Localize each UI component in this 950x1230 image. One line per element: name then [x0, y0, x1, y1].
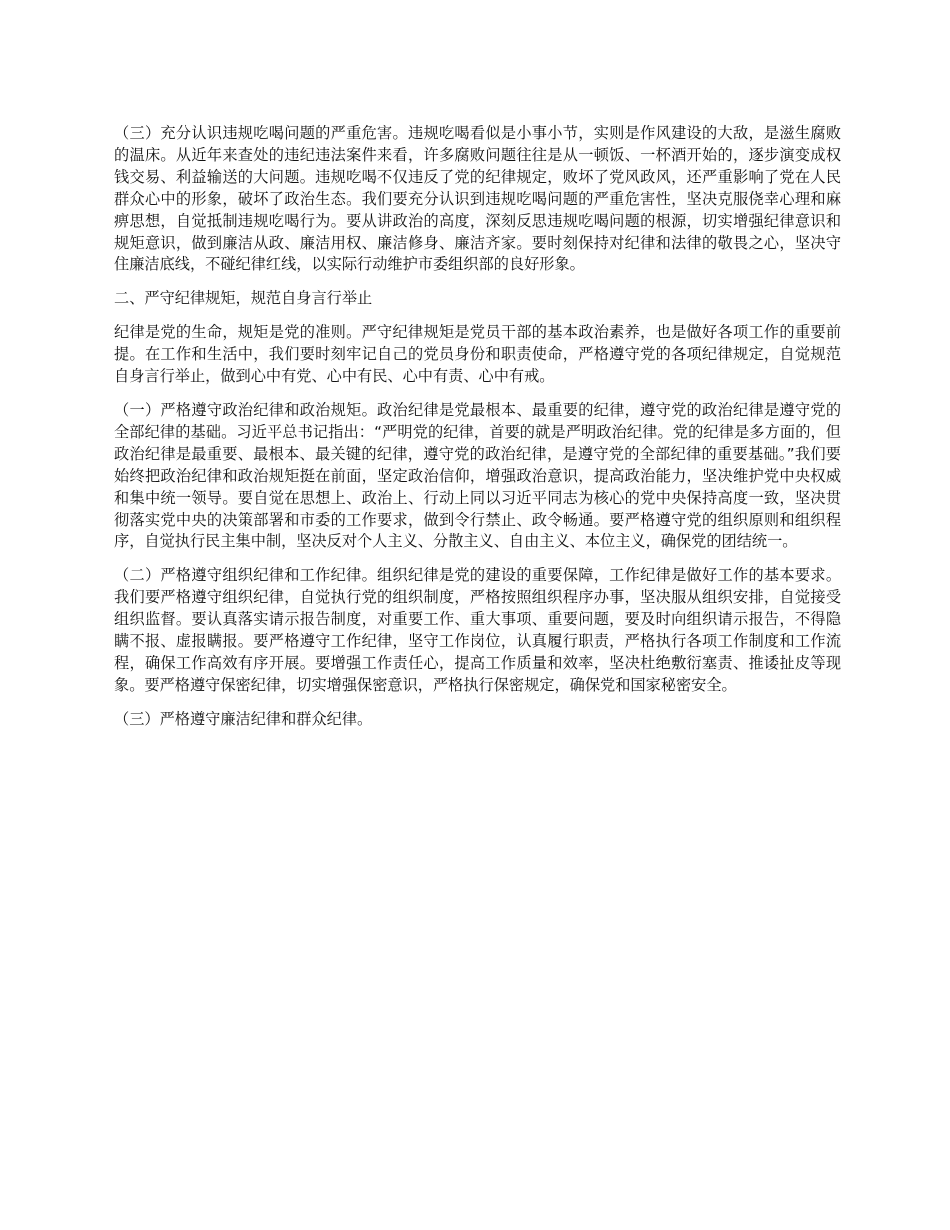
- document-page: [114, 123, 841, 743]
- paragraph-integrity-discipline-heading: （三）严格遵守廉洁纪律和群众纪律。: [114, 709, 373, 728]
- paragraph-organizational-discipline: （二）严格遵守组织纪律和工作纪律。组织纪律是党的建设的重要保障，工作纪律是做好工作的基本要求。我们要严格遵守组织纪律，自觉执行党的组织制度，严格按照组织程序办事，坚决服从组织安排，自觉接受组织监督。要认真落实请示报告制度，对重要工作、重大事项、重要问题，要及时向组织请示报告，不得隐瞒不报、虚报瞒报。要严格遵守工作纪律，坚守工作岗位，认真履行职责，严格执行各项工作制度和工作流程，确保工作高效有序开展。要增强工作责任心，提高工作质量和效率，坚决杜绝敷衍塞责、推诿扯皮等现象。要严格遵守保密纪律，切实增强保密意识，严格执行保密规定，确保党和国家秘密安全。: [114, 566, 841, 694]
- section-heading-discipline: 二、严守纪律规矩，规范自身言行举止: [114, 289, 373, 308]
- paragraph-political-discipline: （一）严格遵守政治纪律和政治规矩。政治纪律是党最根本、最重要的纪律，遵守党的政治纪律是遵守党的全部纪律的基础。习近平总书记指出：“严明党的纪律，首要的就是严明政治纪律。党的纪律是多方面的，但政治纪律是最重要、最根本、最关键的纪律，遵守党的政治纪律，是遵守党的全部纪律的重要基础。”我们要始终把政治纪律和政治规矩挺在前面，坚定政治信仰，增强政治意识，提高政治能力，坚决维护党中央权威和集中统一领导。要自觉在思想上、政治上、行动上同以习近平同志为核心的党中央保持高度一致，坚决贯彻落实党中央的决策部署和市委的工作要求，做到令行禁止、政令畅通。要严格遵守党的组织原则和组织程序，自觉执行民主集中制，坚决反对个人主义、分散主义、自由主义、本位主义，确保党的团结统一。: [114, 400, 841, 551]
- paragraph-harm-of-improper-dining: （三）充分认识违规吃喝问题的严重危害。违规吃喝看似是小事小节，实则是作风建设的大敌，是滋生腐败的温床。从近年来查处的违纪违法案件来看，许多腐败问题往往是从一顿饭、一杯酒开始的，逐步演变成权钱交易、利益输送的大问题。违规吃喝不仅违反了党的纪律规定，败坏了党风政风，还严重影响了党在人民群众心中的形象，破坏了政治生态。我们要充分认识到违规吃喝问题的严重危害性，坚决克服侥幸心理和麻痹思想，自觉抵制违规吃喝行为。要从讲政治的高度，深刻反思违规吃喝问题的根源，切实增强纪律意识和规矩意识，做到廉洁从政、廉洁用权、廉洁修身、廉洁齐家。要时刻保持对纪律和法律的敬畏之心，坚决守住廉洁底线，不碰纪律红线，以实际行动维护市委组织部的良好形象。: [114, 124, 841, 274]
- paragraph-discipline-intro: 纪律是党的生命，规矩是党的准则。严守纪律规矩是党员干部的基本政治素养，也是做好各项工作的重要前提。在工作和生活中，我们要时刻牢记自己的党员身份和职责使命，严格遵守党的各项纪律规定，自觉规范自身言行举止，做到心中有党、心中有民、心中有责、心中有戒。: [114, 323, 841, 386]
